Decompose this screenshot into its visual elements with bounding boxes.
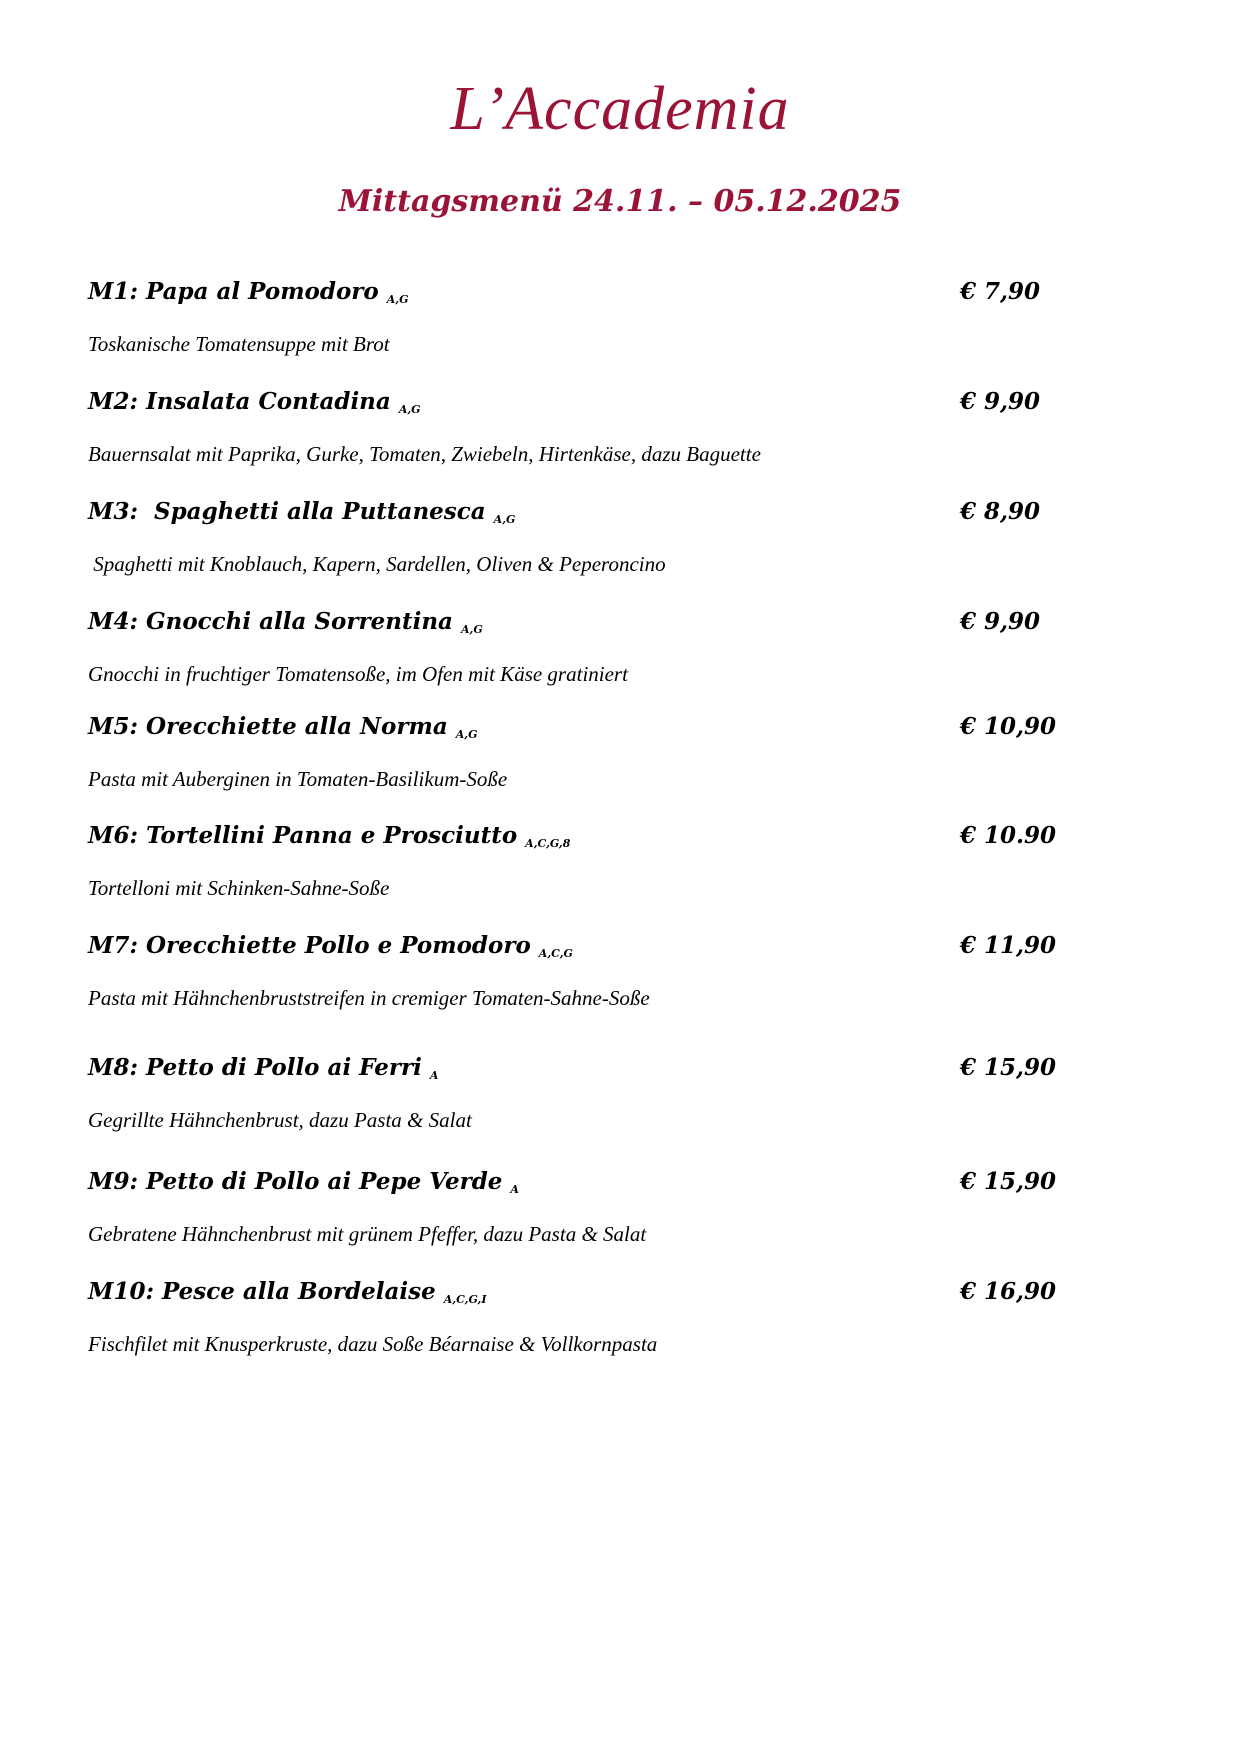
item-name: M3: Spaghetti alla Puttanesca (88, 498, 486, 525)
item-allergens: A,G (386, 293, 409, 306)
item-allergens: A (429, 1069, 439, 1082)
menu-item-m7 (88, 932, 1088, 1032)
item-description: Fischfilet mit Knusperkruste, dazu Soße Béarnaise & Vollkornpasta (88, 1332, 658, 1356)
item-price: € 8,90 (960, 498, 1041, 525)
item-price: € 15,90 (960, 1054, 1057, 1081)
menu-item-m10 (88, 1278, 1088, 1378)
item-name: M7: Orecchiette Pollo e Pomodoro (88, 932, 531, 959)
item-allergens: A,C,G,8 (525, 837, 571, 850)
item-name-line (88, 1278, 486, 1306)
restaurant-title: L’Accademia (450, 75, 790, 143)
item-name: M4: Gnocchi alla Sorrentina (88, 608, 453, 635)
item-name: M1: Papa al Pomodoro (88, 278, 379, 305)
item-allergens: A,G (455, 728, 478, 741)
item-description: Tortelloni mit Schinken-Sahne-Soße (88, 876, 390, 900)
item-price: € 11,90 (960, 932, 1057, 959)
item-allergens: A (510, 1183, 519, 1196)
item-name-line (88, 822, 570, 850)
menu-item-m6 (88, 822, 1088, 922)
item-name-line (88, 388, 421, 416)
item-name: M6: Tortellini Panna e Prosciutto (88, 822, 518, 849)
item-description: Toskanische Tomatensuppe mit Brot (88, 332, 390, 356)
item-price: € 10.90 (960, 822, 1057, 849)
menu-item-m9 (88, 1168, 1088, 1268)
item-name-line (88, 278, 409, 306)
item-price: € 9,90 (960, 388, 1041, 415)
item-name-line (88, 713, 478, 741)
item-name-line (88, 498, 515, 526)
item-name: M5: Orecchiette alla Norma (88, 713, 448, 740)
menu-item-m2 (88, 388, 1088, 488)
menu-item-m8 (88, 1054, 1088, 1154)
menu-item-m5 (88, 713, 1088, 813)
item-description: Bauernsalat mit Paprika, Gurke, Tomaten, Zwiebeln, Hirtenkäse, dazu Baguette (88, 442, 761, 466)
menu-item-m1 (88, 278, 1088, 378)
item-name-line (88, 1054, 438, 1082)
item-name-line (88, 1168, 519, 1196)
item-name: M8: Petto di Pollo ai Ferri (88, 1054, 422, 1081)
menu-item-m4 (88, 608, 1088, 708)
item-price: € 9,90 (960, 608, 1041, 635)
item-allergens: A,C,G,I (443, 1293, 487, 1306)
item-price: € 7,90 (960, 278, 1041, 305)
menu-item-m3 (88, 498, 1088, 598)
item-allergens: A,G (398, 403, 421, 416)
item-allergens: A,G (460, 623, 483, 636)
item-name-line (88, 932, 573, 960)
item-name: M9: Petto di Pollo ai Pepe Verde (88, 1168, 503, 1195)
item-name-line (88, 608, 483, 636)
item-price: € 16,90 (960, 1278, 1057, 1305)
menu-subtitle: Mittagsmenü 24.11. – 05.12.2025 (338, 184, 902, 219)
item-allergens: A,G (493, 513, 516, 526)
item-description: Gnocchi in fruchtiger Tomatensoße, im Ofen mit Käse gratiniert (88, 662, 628, 686)
item-description: Spaghetti mit Knoblauch, Kapern, Sardellen, Oliven & Peperoncino (88, 552, 666, 576)
item-allergens: A,C,G (538, 947, 573, 960)
item-name: M10: Pesce alla Bordelaise (88, 1278, 436, 1305)
item-description: Gegrillte Hähnchenbrust, dazu Pasta & Salat (88, 1108, 472, 1132)
item-price: € 10,90 (960, 713, 1057, 740)
item-name: M2: Insalata Contadina (88, 388, 391, 415)
item-price: € 15,90 (960, 1168, 1057, 1195)
item-description: Pasta mit Auberginen in Tomaten-Basilikum-Soße (88, 767, 508, 791)
item-description: Pasta mit Hähnchenbruststreifen in cremiger Tomaten-Sahne-Soße (88, 986, 650, 1010)
item-description: Gebratene Hähnchenbrust mit grünem Pfeffer, dazu Pasta & Salat (88, 1222, 647, 1246)
